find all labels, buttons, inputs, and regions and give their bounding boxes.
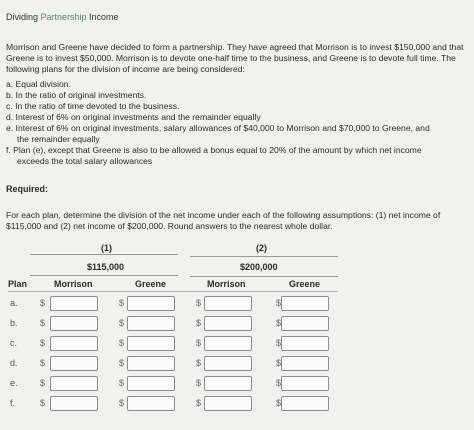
plan-a-text: a. Equal division. bbox=[6, 79, 71, 89]
currency-symbol: $ bbox=[40, 358, 46, 368]
title-suffix: Income bbox=[86, 12, 119, 22]
plan-d-text: d. Interest of 6% on original investments and the remainder equally bbox=[6, 112, 261, 122]
answer-input-f-g1[interactable] bbox=[127, 396, 175, 411]
currency-symbol: $ bbox=[40, 398, 46, 408]
currency-symbol: $ bbox=[119, 298, 125, 308]
page-title bbox=[6, 12, 119, 23]
group2-amount: $200,000 bbox=[240, 262, 278, 272]
answer-input-f-g2[interactable] bbox=[281, 396, 329, 411]
greene-header-1: Greene bbox=[135, 279, 167, 289]
currency-symbol: $ bbox=[196, 298, 202, 308]
group2-rule bbox=[190, 256, 338, 257]
morrison-header-1: Morrison bbox=[54, 279, 93, 289]
currency-symbol: $ bbox=[276, 338, 282, 348]
currency-symbol: $ bbox=[196, 318, 202, 328]
currency-symbol: $ bbox=[40, 378, 46, 388]
answer-input-a-g1[interactable] bbox=[127, 296, 175, 311]
group1-underline bbox=[30, 275, 178, 276]
answer-input-a-g2[interactable] bbox=[281, 296, 329, 311]
currency-symbol: $ bbox=[276, 398, 282, 408]
currency-symbol: $ bbox=[119, 378, 125, 388]
currency-symbol: $ bbox=[40, 338, 46, 348]
morrison-header-2: Morrison bbox=[207, 279, 246, 289]
group1-label: (1) bbox=[101, 243, 112, 253]
currency-symbol: $ bbox=[196, 358, 202, 368]
answer-input-d-m1[interactable] bbox=[50, 356, 98, 371]
title-link[interactable]: Partnership bbox=[40, 12, 87, 22]
answer-input-c-g1[interactable] bbox=[127, 336, 175, 351]
row-label-e: e. bbox=[10, 378, 18, 388]
group2-label: (2) bbox=[256, 243, 267, 253]
greene-header-2: Greene bbox=[289, 279, 321, 289]
answer-input-d-m2[interactable] bbox=[204, 356, 252, 371]
plan-f-text: f. Plan (e), except that Greene is also to be allowed a bonus equal to 20% of the amount by which net income bbox=[6, 145, 422, 155]
currency-symbol: $ bbox=[276, 318, 282, 328]
instructions-text: For each plan, determine the division of the net income under each of the following assumptions: (1) net income of $115,000 and (2) net income of $200,000. Round answers to the nearest whole dollar. bbox=[6, 210, 441, 231]
title-prefix: Dividing bbox=[6, 12, 41, 22]
plan-f-continued: exceeds the total salary allowances bbox=[17, 156, 153, 166]
answer-input-c-m2[interactable] bbox=[204, 336, 252, 351]
answer-input-c-m1[interactable] bbox=[50, 336, 98, 351]
row-label-d: d. bbox=[10, 358, 18, 368]
row-label-b: b. bbox=[10, 318, 18, 328]
answer-input-e-g2[interactable] bbox=[281, 376, 329, 391]
row-label-c: c. bbox=[10, 338, 18, 348]
plan-c-text: c. In the ratio of time devoted to the business. bbox=[6, 101, 180, 111]
currency-symbol: $ bbox=[276, 358, 282, 368]
problem-paragraph: Morrison and Greene have decided to form a partnership. They have agreed that Morrison is to invest $150,000 and that Greene is to invest $50,000. Morrison is to devote one-half time to the business, and Greene is to devote full time. The following plans for the division of income are being considered: bbox=[6, 42, 464, 74]
plans-list bbox=[6, 79, 468, 167]
currency-symbol: $ bbox=[196, 398, 202, 408]
answer-input-a-m1[interactable] bbox=[50, 296, 98, 311]
row-label-f: f. bbox=[10, 398, 16, 408]
answer-input-e-m2[interactable] bbox=[204, 376, 252, 391]
currency-symbol: $ bbox=[40, 298, 46, 308]
answer-input-c-g2[interactable] bbox=[281, 336, 329, 351]
answer-input-d-g2[interactable] bbox=[281, 356, 329, 371]
group2-underline bbox=[190, 276, 338, 277]
currency-symbol: $ bbox=[119, 398, 125, 408]
answer-input-b-g1[interactable] bbox=[127, 316, 175, 331]
plan-column-header: Plan bbox=[8, 279, 28, 289]
answer-input-b-m2[interactable] bbox=[204, 316, 252, 331]
currency-symbol: $ bbox=[119, 358, 125, 368]
plan-e-text: e. Interest of 6% on original investments, salary allowances of $40,000 to Morrison and $70,000 to Greene, and bbox=[6, 123, 430, 133]
group1-rule bbox=[30, 254, 178, 255]
currency-symbol: $ bbox=[40, 318, 46, 328]
answer-input-e-m1[interactable] bbox=[50, 376, 98, 391]
plan-e-continued: the remainder equally bbox=[17, 134, 100, 144]
answer-input-f-m2[interactable] bbox=[204, 396, 252, 411]
group1-amount: $115,000 bbox=[87, 262, 125, 272]
row-label-a: a. bbox=[10, 298, 18, 308]
currency-symbol: $ bbox=[119, 318, 125, 328]
currency-symbol: $ bbox=[196, 378, 202, 388]
currency-symbol: $ bbox=[119, 338, 125, 348]
answer-input-d-g1[interactable] bbox=[127, 356, 175, 371]
answer-input-a-m2[interactable] bbox=[204, 296, 252, 311]
currency-symbol: $ bbox=[276, 378, 282, 388]
currency-symbol: $ bbox=[196, 338, 202, 348]
plan-b-text: b. In the ratio of original investments. bbox=[6, 90, 147, 100]
required-heading: Required: bbox=[6, 184, 49, 194]
answer-input-b-g2[interactable] bbox=[281, 316, 329, 331]
answer-input-f-m1[interactable] bbox=[50, 396, 98, 411]
answer-input-b-m1[interactable] bbox=[50, 316, 98, 331]
header-underline bbox=[8, 291, 338, 292]
answer-input-e-g1[interactable] bbox=[127, 376, 175, 391]
currency-symbol: $ bbox=[276, 298, 282, 308]
